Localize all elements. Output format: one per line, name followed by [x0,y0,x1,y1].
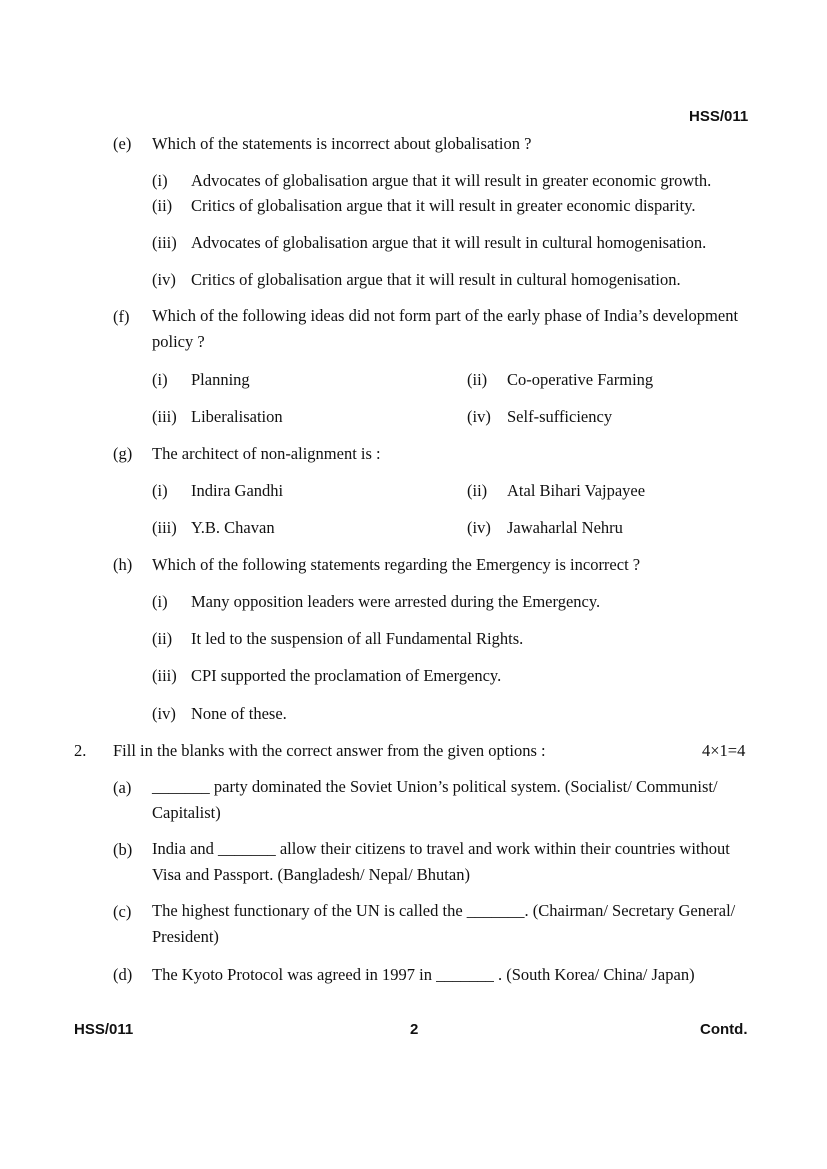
continued-label: Contd. [700,1021,748,1038]
item-label: (a) [113,778,132,797]
question-label: (e) [113,134,132,153]
option-label: (ii) [152,196,173,215]
option-text: Indira Gandhi [191,481,284,500]
option-label: (ii) [467,370,488,389]
option-label: (iv) [152,270,176,289]
option-text: Y.B. Chavan [191,518,275,537]
option-text: It led to the suspension of all Fundamental Rights. [191,629,524,648]
option-label: (i) [152,370,168,389]
option-label: (ii) [152,629,173,648]
option-text: CPI supported the proclamation of Emergency. [191,666,502,685]
option-label: (i) [152,592,168,611]
item-text: The highest functionary of the UN is called the _______. (Chairman/ Secretary General/ President) [152,901,736,946]
question-text: Which of the following statements regarding the Emergency is incorrect ? [152,555,641,574]
question-label: (g) [113,444,133,463]
option-label: (iv) [467,407,491,426]
item-text: India and _______ allow their citizens to travel and work within their countries without Visa and Passport. (Bangladesh/ Nepal/ Bhutan) [152,839,730,884]
option-text: Many opposition leaders were arrested during the Emergency. [191,592,601,611]
option-text: Self-sufficiency [507,407,613,426]
option-text: Co-operative Farming [507,370,654,389]
question-label: (f) [113,307,130,326]
header-code: HSS/011 [689,108,749,125]
option-text: Liberalisation [191,407,283,426]
item-label: (b) [113,840,133,859]
question-number: 2. [74,741,87,760]
footer-code: HSS/011 [74,1021,134,1038]
option-label: (ii) [467,481,488,500]
option-label: (i) [152,171,168,190]
option-label: (iii) [152,518,177,537]
page-number: 2 [410,1021,419,1038]
option-label: (i) [152,481,168,500]
marks: 4×1=4 [702,741,746,760]
item-text: _______ party dominated the Soviet Union’s political system. (Socialist/ Communist/ Capitalist) [152,777,718,822]
option-text: Critics of globalisation argue that it will result in cultural homogenisation. [191,270,681,289]
question-text: Which of the following ideas did not form part of the early phase of India’s development policy ? [152,306,739,351]
option-text: Critics of globalisation argue that it will result in greater economic disparity. [191,196,696,215]
question-text: The architect of non-alignment is : [152,444,381,463]
option-text: Atal Bihari Vajpayee [507,481,646,500]
option-label: (iii) [152,666,177,685]
option-text: Advocates of globalisation argue that it will result in cultural homogenisation. [191,233,707,252]
option-label: (iii) [152,233,177,252]
option-text: Advocates of globalisation argue that it will result in greater economic growth. [191,171,712,190]
option-label: (iii) [152,407,177,426]
question-instruction: Fill in the blanks with the correct answer from the given options : [113,741,546,760]
option-label: (iv) [152,704,176,723]
item-text: The Kyoto Protocol was agreed in 1997 in _______ . (South Korea/ China/ Japan) [152,965,695,984]
question-text: Which of the statements is incorrect about globalisation ? [152,134,532,153]
option-text: Jawaharlal Nehru [507,518,623,537]
question-label: (h) [113,555,133,574]
option-text: None of these. [191,704,287,723]
item-label: (d) [113,965,133,984]
option-text: Planning [191,370,250,389]
item-label: (c) [113,902,132,921]
option-label: (iv) [467,518,491,537]
